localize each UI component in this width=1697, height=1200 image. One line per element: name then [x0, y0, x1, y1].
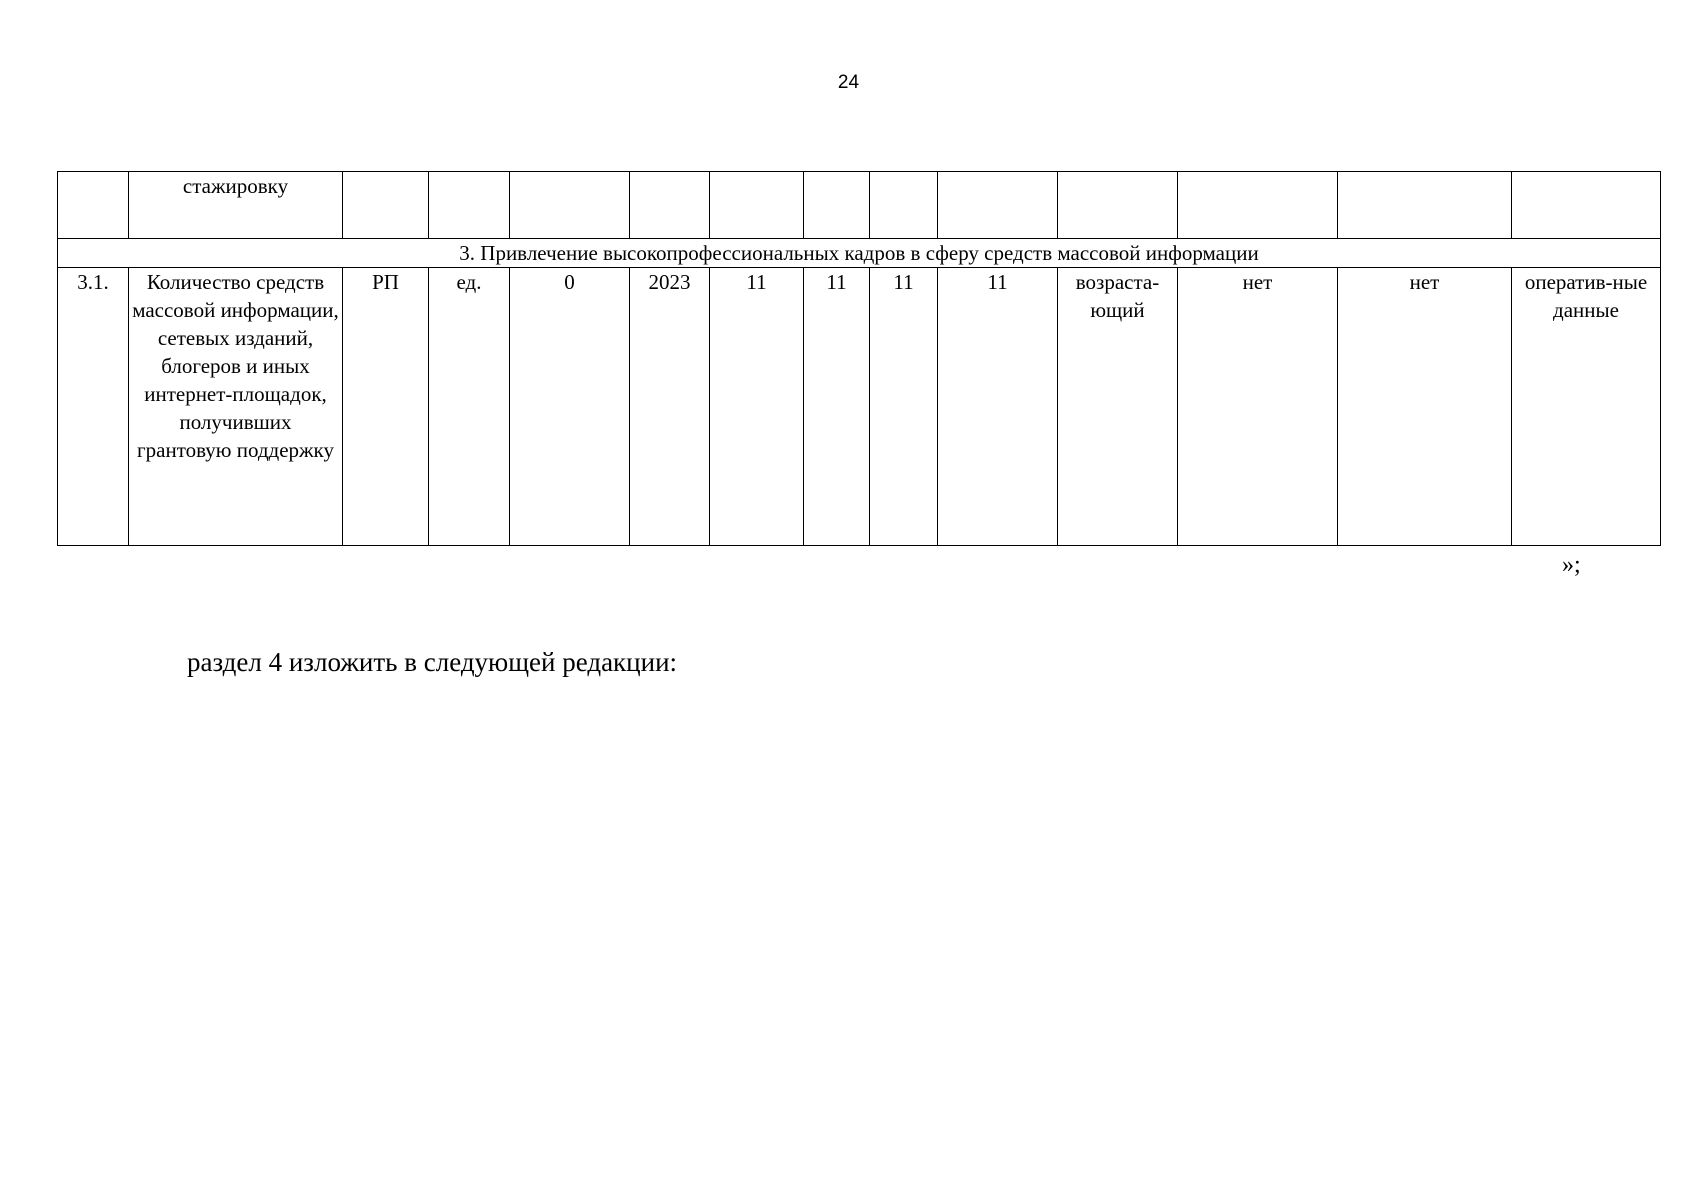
body-paragraph: раздел 4 изложить в следующей редакции:	[187, 647, 678, 677]
value-cell: 11	[870, 268, 938, 546]
indicator-name: Количество средств массовой информации, сетевых изданий, блогеров и иных интернет-площадок, получивших грантовую поддержку	[129, 268, 343, 546]
table-row-section	[58, 239, 1661, 268]
table-cell	[429, 172, 510, 239]
table-row-continuation	[58, 172, 1661, 239]
table-row	[58, 268, 1661, 546]
value-cell: 11	[710, 268, 804, 546]
table-cell	[630, 172, 710, 239]
value-cell: 11	[804, 268, 870, 546]
unit-cell: ед.	[429, 268, 510, 546]
base-value-cell: 0	[510, 268, 630, 546]
table-cell	[510, 172, 630, 239]
indicators-table	[57, 171, 1661, 546]
row-number: 3.1.	[58, 268, 129, 546]
level-cell: РП	[343, 268, 429, 546]
trend-cell: возраста-ющий	[1058, 268, 1178, 546]
table-cell	[710, 172, 804, 239]
flag-cell: нет	[1338, 268, 1512, 546]
table-cell	[343, 172, 429, 239]
base-year-cell: 2023	[630, 268, 710, 546]
table-cell	[1512, 172, 1661, 239]
page-number: 24	[837, 72, 860, 93]
flag-cell: нет	[1178, 268, 1338, 546]
value-cell: 11	[938, 268, 1058, 546]
section-heading: 3. Привлечение высокопрофессиональных кадров в сферу средств массовой информации	[58, 239, 1661, 268]
table-cell	[1058, 172, 1178, 239]
table-cell	[1178, 172, 1338, 239]
table-cell: стажировку	[129, 172, 343, 239]
table-cell	[1338, 172, 1512, 239]
table-cell	[870, 172, 938, 239]
table-cell	[938, 172, 1058, 239]
table-cell	[58, 172, 129, 239]
source-cell: оператив-ные данные	[1512, 268, 1661, 546]
closing-quote: »;	[1562, 552, 1581, 578]
table-cell	[804, 172, 870, 239]
